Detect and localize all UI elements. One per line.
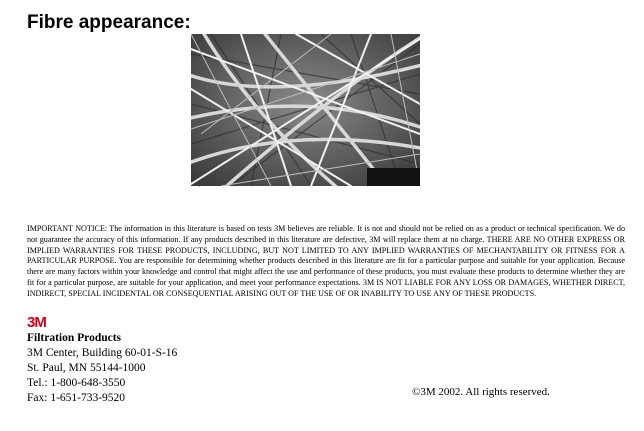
company-name: Filtration Products	[27, 332, 122, 344]
important-notice: IMPORTANT NOTICE: The information in this literature is based on tests 3M believes are reliable. It is not and should not be relied on as a product or technical specification. We do not guarantee the accuracy of this information. If any products described in this literature are defective, 3M will replace them at no charge. THERE ARE NO OTHER EXPRESS OR IMPLIED WARRANTIES FOR THESE PRODUCTS, INCLUDING, BUT NOT LIMITED TO ANY IMPLIED WARRANTIES OF MECHANTABILITY OR FITNESS FOR A PARTICULAR PURPOSE. You are responsible for determining whether products described in this literature are fit for a particular purpose and suitable for your application. Because there are many factors within your knowledge and control that might affect the use and performance of these products, you must evaluate these products to determine whether they are fit for a particular purpose, are suitable for your application, and meet your performance expectations. 3M IS NOT LIABLE FOR ANY LOSS OR DAMAGES, WHETHER DIRECT, INDIRECT, SPECIAL INCIDENTAL OR CONSEQUENTIAL ARISING OUT OF THE USE OF OR INABILITY TO USE ANY OF THESE PRODUCTS.	[27, 224, 625, 298]
fax: Fax: 1-651-733-9520	[27, 392, 126, 404]
3m-logo: 3M	[27, 314, 46, 331]
fibre-micrograph-graphic	[191, 34, 420, 186]
address-line-1: 3M Center, Building 60-01-S-16	[27, 347, 178, 359]
section-title: Fibre appearance:	[27, 12, 191, 33]
telephone: Tel.: 1-800-648-3550	[27, 377, 126, 389]
image-scale-label: 1 µm	[195, 182, 207, 188]
address-line-2: St. Paul, MN 55144-1000	[27, 362, 146, 374]
copyright: ©3M 2002. All rights reserved.	[412, 386, 550, 398]
contact-block	[27, 331, 177, 406]
fibre-micrograph-image	[191, 34, 420, 186]
